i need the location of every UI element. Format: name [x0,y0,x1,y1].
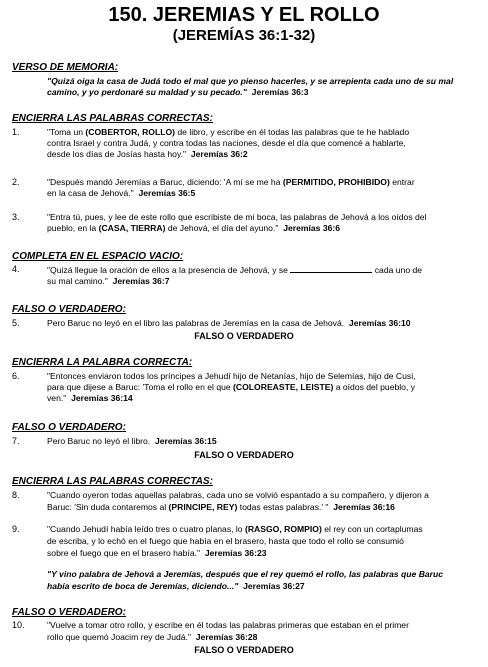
memory-verse-heading: VERSO DE MEMORIA: [12,62,119,73]
question-5-number: 5. [12,318,20,328]
scripture-quote-line-2 [47,581,483,592]
question-3-text-a: pueblo, en la [47,223,99,233]
question-8-line-2 [47,502,483,513]
question-2-text-c: entrar [389,177,415,187]
question-7-line-1 [47,436,483,447]
true-false-answer-10[interactable]: FALSO O VERDADERO [194,645,294,655]
question-3-line-1: "Entra tú, pues, y lee de este rollo que escribiste de mi boca, las palabras de Jehová a los oídos del [47,212,427,222]
question-9-line-1 [47,524,483,535]
question-6-line-3 [47,393,483,404]
question-6-line-2 [47,382,483,393]
question-8-line-1: "Cuando oyeron todas aquellas palabras, cada uno se volvió espantado a su compañero, y dijeron a [47,490,429,500]
scripture-quote-ref: Jeremías 36:27 [243,581,305,591]
question-2-text-2: en la casa de Jehová." [47,188,134,198]
question-2-options: (PERMITIDO, PROHIBIDO) [282,177,390,187]
answer-blank[interactable] [290,264,372,273]
question-1-line-3 [47,149,483,160]
question-10-number: 10. [12,620,25,630]
question-10-ref: Jeremías 36:28 [195,632,258,642]
section-7-heading: FALSO O VERDADERO: [12,607,126,618]
question-6-text-a: para que dijese a Baruc: 'Toma el rollo en el que [47,382,234,392]
scripture-quote-line-1: "Y vino palabra de Jehová a Jeremías, después que el rey quemó el rollo, las palabras que Baruc [47,569,444,579]
memory-verse-ref: Jeremías 36:3 [251,87,309,97]
question-3-options: (CASA, TIERRA) [98,223,166,233]
question-3-number: 3. [12,212,20,222]
question-2-line-2 [47,188,483,199]
question-4-text-a: "Quizá llegue la oración de ellos a la presencia de Jehová, y se [47,265,291,275]
memory-verse-line-1: "Quizá oiga la casa de Judá todo el mal que yo pienso hacerles, y se arrepienta cada uno de su mal [47,76,454,86]
question-2-line-1 [47,177,483,188]
question-7-ref: Jeremías 36:15 [154,436,217,446]
question-6-ref: Jeremías 36:14 [71,393,133,403]
memory-verse-text: camino, y yo perdonaré su maldad y su pecado." [47,87,247,97]
question-1-text-c: de libro, y escribe en él todas las palabras que te he hablado [175,127,410,137]
question-4-line-1 [47,264,483,276]
page-subtitle: (JEREMÍAS 36:1-32) [172,27,316,44]
question-7-text: Pero Baruc no leyó el libro. [47,436,151,446]
question-6-number: 6. [12,371,20,381]
question-9-text-c: el rey con un cortaplumas [321,524,423,534]
question-4-number: 4. [12,264,20,274]
question-10-line-1: "Vuelve a tomar otro rollo, y escribe en él todas las palabras primeras que estaban en el primer [47,620,409,630]
question-8-text-a: Baruc: 'Sin duda contaremos al [47,502,169,512]
question-4-text-c: cada uno de [372,265,423,275]
section-4-heading: ENCIERRA LA PALABRA CORRECTA: [12,357,193,368]
question-9-ref: Jeremías 36:23 [204,548,267,558]
section-2-heading: COMPLETA EN EL ESPACIO VACIO: [12,251,184,262]
section-5-heading: FALSO O VERDADERO: [12,422,126,433]
question-6-line-1: "Entonces enviaron todos los príncipes a Jehudí hijo de Netanías, hijo de Selemías, hijo de Cusi, [47,371,416,381]
question-7-number: 7. [12,436,20,446]
question-9-options: (RASGO, ROMPIO) [244,524,322,534]
question-4-text-2: su mal camino." [47,276,108,286]
question-6-text-3: ven." [47,393,67,403]
question-1-line-2: contra Israel y contra Judá, y contra todas las naciones, desde el día que comencé a hablarte, [47,138,406,148]
question-9-text-3: sobre el fuego que en el brasero había." [47,548,201,558]
question-6-text-c: a oídos del pueblo, y [333,382,416,392]
question-1-ref: Jeremías 36:2 [190,149,248,159]
question-2-ref: Jeremías 36:5 [138,188,196,198]
question-6-options: (COLOREASTE, LEISTE) [233,382,334,392]
question-1-number: 1. [12,127,20,137]
question-2-number: 2. [12,177,20,187]
section-1-heading: ENCIERRA LAS PALABRAS CORRECTAS: [12,113,213,124]
question-9-number: 9. [12,524,20,534]
question-5-text: Pero Baruc no leyó en el libro las palabras de Jeremías en la casa de Jehová. [47,318,345,328]
question-1-text-a: "Toma un [47,127,86,137]
question-3-line-2 [47,223,483,234]
scripture-quote-text: había escrito de boca de Jeremías, diciendo..." [47,581,239,591]
question-3-text-c: de Jehová, el día del ayuno." [165,223,279,233]
question-3-ref: Jeremías 36:6 [283,223,341,233]
question-8-number: 8. [12,490,20,500]
question-2-text-a: "Después mandó Jeremías a Baruc, diciendo: 'A mí se me ha [47,177,283,187]
question-1-options: (COBERTOR, ROLLO) [85,127,175,137]
question-4-line-2 [47,276,483,287]
question-4-ref: Jeremías 36:7 [112,276,170,286]
page-title: 150. JEREMIAS Y EL ROLLO [108,4,380,26]
question-1-text-3: desde los días de Josías hasta hoy." [47,149,187,159]
memory-verse-line-2 [47,87,483,98]
question-9-line-2: de escriba, y lo echó en el fuego que había en el brasero, hasta que todo el rollo se consumió [47,536,404,546]
question-8-text-c: todas estas palabras.' " [237,502,329,512]
question-8-options: (PRINCIPE, REY) [168,502,238,512]
question-9-line-3 [47,548,483,559]
question-5-line-1 [47,318,483,329]
question-8-ref: Jeremías 36:16 [333,502,395,512]
true-false-answer-5[interactable]: FALSO O VERDADERO [194,331,294,341]
question-9-text-a: "Cuando Jehudí había leído tres o cuatro planas, lo [47,524,245,534]
true-false-answer-7[interactable]: FALSO O VERDADERO [194,450,294,460]
question-10-text-2: rollo que quemó Joacim rey de Judá." [47,632,191,642]
question-5-ref: Jeremías 36:10 [348,318,411,328]
section-3-heading: FALSO O VERDADERO: [12,304,126,315]
question-10-line-2 [47,632,483,643]
question-1-line-1 [47,127,483,138]
section-6-heading: ENCIERRA LAS PALABRAS CORRECTAS: [12,476,213,487]
